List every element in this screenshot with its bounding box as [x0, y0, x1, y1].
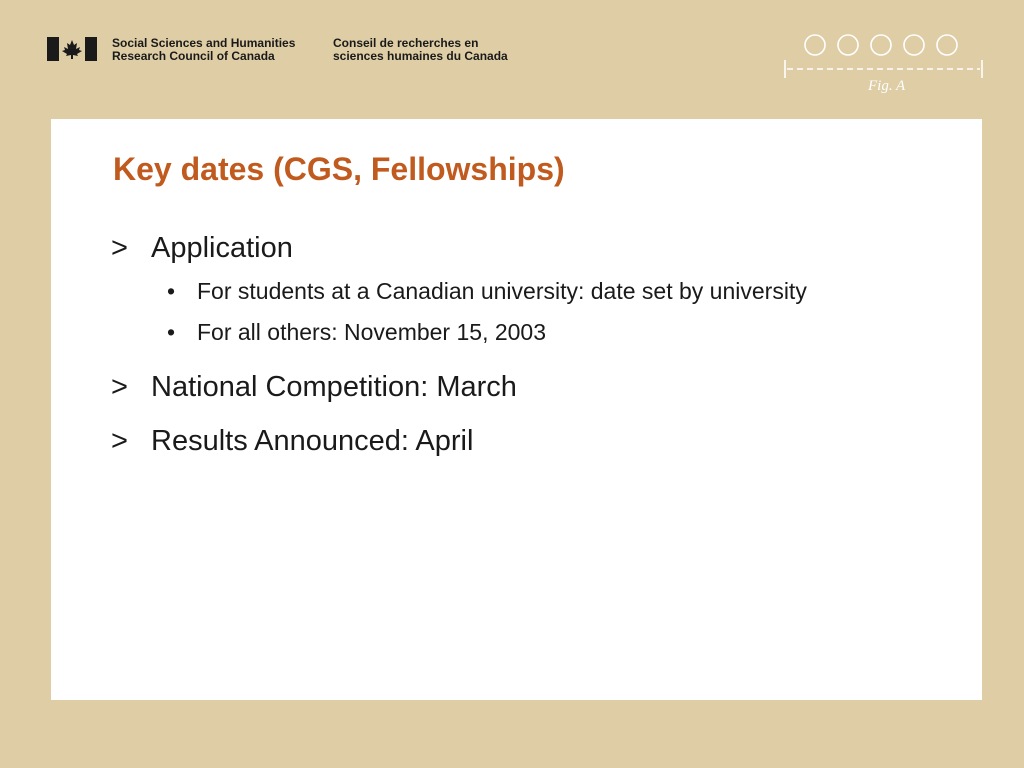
bullet-national-competition — [111, 370, 931, 404]
org-name-english — [112, 37, 295, 63]
application-subitems — [111, 275, 931, 348]
subbullet-all-others — [111, 316, 931, 348]
bullet-list — [111, 231, 931, 478]
bullet-label: Results Announced: April — [151, 425, 474, 457]
subbullet-canadian-university — [111, 275, 931, 307]
subbullet-label: For students at a Canadian university: date set by university — [197, 278, 807, 304]
subbullet-marker: • — [167, 319, 176, 345]
fig-circles-graphic — [782, 32, 986, 82]
org-name-french — [333, 37, 508, 63]
org-name-english-line-2: Research Council of Canada — [112, 49, 275, 63]
bullet-marker: > — [111, 371, 128, 403]
org-name-french-line-1: Conseil de recherches en — [333, 36, 479, 50]
org-name-english-line-1: Social Sciences and Humanities — [112, 36, 296, 50]
slide-title: Key dates (CGS, Fellowships) — [113, 151, 565, 187]
bullet-label: National Competition: March — [151, 371, 517, 403]
bullet-marker: > — [111, 232, 128, 264]
subbullet-label: For all others: November 15, 2003 — [197, 319, 547, 345]
org-name-french-line-2: sciences humaines du Canada — [333, 49, 508, 63]
canada-flag-icon — [47, 37, 97, 61]
bullet-marker: > — [111, 425, 128, 457]
fig-label: Fig. A — [868, 78, 906, 94]
bullet-label: Application — [151, 232, 293, 264]
bullet-results-announced — [111, 424, 931, 458]
content-panel — [51, 119, 982, 700]
bullet-application — [111, 231, 931, 265]
subbullet-marker: • — [167, 278, 176, 304]
